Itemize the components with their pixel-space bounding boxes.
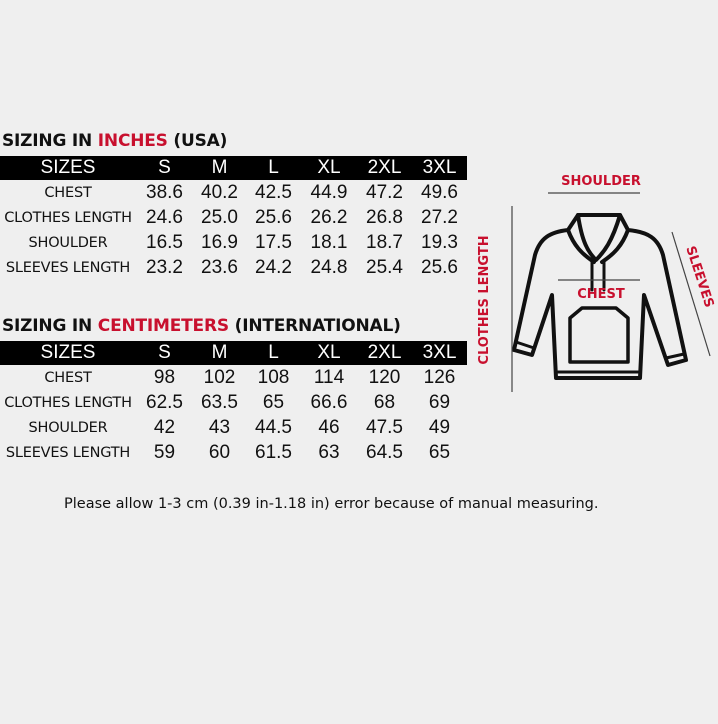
table-row <box>0 230 467 255</box>
header-row <box>0 156 467 180</box>
measurement-cell: 26.2 <box>310 206 348 228</box>
size-header: S <box>136 341 193 365</box>
measurement-cell: 24.8 <box>310 256 348 278</box>
row-label: SLEEVES LENGTH <box>5 444 131 461</box>
measurement-cell: 69 <box>428 391 451 413</box>
sizes-header: SIZES <box>0 156 136 180</box>
measurement-cell: 18.1 <box>310 231 348 253</box>
measurement-cell: 61.5 <box>255 441 292 463</box>
size-header: 2XL <box>357 156 412 180</box>
table-row <box>0 390 467 415</box>
table-row <box>0 440 467 465</box>
measurement-cell: 98 <box>153 366 176 388</box>
measurement-cell: 60 <box>208 441 231 463</box>
size-header: M <box>193 156 246 180</box>
hoodie-measurement-diagram <box>470 160 716 400</box>
size-header: XL <box>301 156 357 180</box>
centimeters-size-table <box>0 341 467 465</box>
row-label: CLOTHES LENGTH <box>4 209 132 226</box>
row-label: SHOULDER <box>28 234 108 251</box>
row-label: SLEEVES LENGTH <box>5 259 131 276</box>
measurement-cell: 25.6 <box>421 256 458 278</box>
measurement-cell: 25.0 <box>201 206 238 228</box>
measurement-cell: 47.5 <box>366 416 403 438</box>
measurement-cell: 23.2 <box>146 256 183 278</box>
measurement-cell: 26.8 <box>366 206 403 228</box>
measurement-cell: 68 <box>373 391 396 413</box>
measurement-cell: 38.6 <box>146 181 183 203</box>
clothes-length-label: CLOTHES LENGTH <box>477 235 492 365</box>
measurement-cell: 46 <box>318 416 340 438</box>
measurement-cell: 25.6 <box>255 206 292 228</box>
measurement-cell: 42 <box>153 416 176 438</box>
centimeters-title: SIZING IN CENTIMETERS (INTERNATIONAL) <box>2 316 401 336</box>
measurement-cell: 114 <box>313 366 345 388</box>
table-row <box>0 255 467 280</box>
measurement-cell: 65 <box>262 391 285 413</box>
sizes-header: SIZES <box>0 341 136 365</box>
table-row <box>0 365 467 390</box>
size-header: 3XL <box>412 341 467 365</box>
row-label: CHEST <box>44 184 92 201</box>
row-label: SHOULDER <box>28 419 108 436</box>
measurement-cell: 16.9 <box>201 231 238 253</box>
size-header: XL <box>301 341 357 365</box>
measurement-cell: 16.5 <box>146 231 183 253</box>
measurement-cell: 62.5 <box>146 391 183 413</box>
size-header: S <box>136 156 193 180</box>
measurement-cell: 49 <box>428 416 451 438</box>
table-row <box>0 205 467 230</box>
row-label: CLOTHES LENGTH <box>4 394 132 411</box>
size-header: L <box>246 341 301 365</box>
measurement-cell: 44.5 <box>255 416 292 438</box>
measurement-cell: 63 <box>318 441 340 463</box>
measurement-cell: 44.9 <box>310 181 348 203</box>
measurement-cell: 102 <box>203 366 236 388</box>
measurement-cell: 17.5 <box>255 231 292 253</box>
shoulder-label: SHOULDER <box>561 174 641 189</box>
measurement-cell: 66.6 <box>310 391 348 413</box>
measurement-cell: 23.6 <box>201 256 238 278</box>
measurement-cell: 63.5 <box>201 391 238 413</box>
measurement-cell: 42.5 <box>255 181 292 203</box>
measurement-cell: 24.6 <box>146 206 183 228</box>
measurement-cell: 27.2 <box>421 206 458 228</box>
measurement-note: Please allow 1-3 cm (0.39 in-1.18 in) error because of manual measuring. <box>64 496 599 512</box>
chest-label: CHEST <box>577 287 625 302</box>
size-header: 2XL <box>357 341 412 365</box>
inches-size-table <box>0 156 467 280</box>
measurement-cell: 47.2 <box>366 181 403 203</box>
table-row <box>0 180 467 205</box>
sleeves-label: SLEEVES <box>682 244 716 310</box>
inches-title: SIZING IN INCHES (USA) <box>2 131 228 151</box>
measurement-cell: 59 <box>153 441 176 463</box>
measurement-cell: 120 <box>368 366 401 388</box>
size-header: M <box>193 341 246 365</box>
measurement-cell: 126 <box>423 366 456 388</box>
table-row <box>0 415 467 440</box>
measurement-cell: 64.5 <box>366 441 403 463</box>
row-label: CHEST <box>44 369 92 386</box>
measurement-cell: 25.4 <box>366 256 403 278</box>
measurement-cell: 108 <box>257 366 290 388</box>
measurement-cell: 18.7 <box>366 231 403 253</box>
header-row <box>0 341 467 365</box>
size-header: 3XL <box>412 156 467 180</box>
measurement-cell: 19.3 <box>421 231 458 253</box>
measurement-cell: 40.2 <box>201 181 238 203</box>
measurement-cell: 24.2 <box>255 256 292 278</box>
measurement-cell: 49.6 <box>421 181 458 203</box>
measurement-cell: 43 <box>208 416 231 438</box>
size-header: L <box>246 156 301 180</box>
measurement-cell: 65 <box>428 441 451 463</box>
